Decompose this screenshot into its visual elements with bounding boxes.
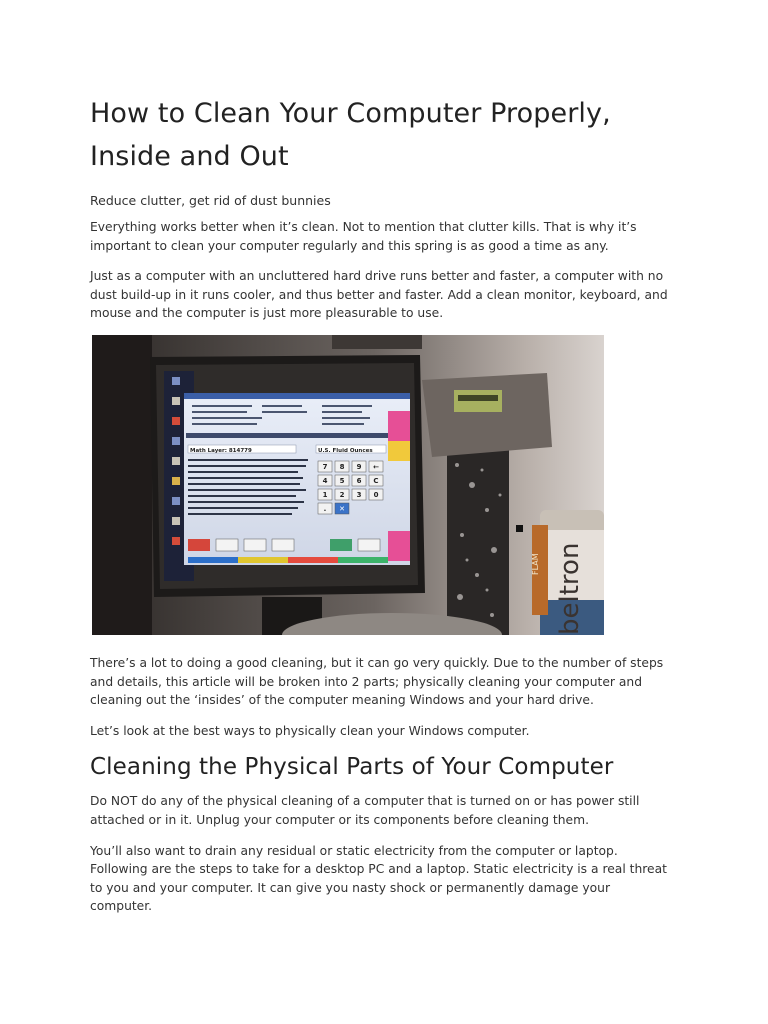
intro-paragraph-1: Everything works better when it’s clean. Not to mention that clutter kills. That is why it’s important to clean your computer regularly and this spring is as good a time as any. xyxy=(90,220,637,253)
keypad-key-label: 7 xyxy=(322,462,328,471)
keypad-key-label: 9 xyxy=(356,462,362,471)
keypad-key-label: 2 xyxy=(339,490,345,499)
screen-header-label: Math Layer: 814779 xyxy=(190,447,252,454)
keypad-key-label: ✕ xyxy=(339,504,345,513)
article xyxy=(90,92,675,928)
keypad-key-label: 5 xyxy=(339,476,345,485)
article-title: How to Clean Your Computer Properly, Inside and Out xyxy=(90,98,611,172)
intro-paragraph-2: Just as a computer with an uncluttered hard drive runs better and faster, a computer with no dust build-up in it runs cooler, and thus better and faster. Add a clean monitor, keyboard, and mouse and the computer is just more pleasurable to use. xyxy=(90,269,668,321)
body-paragraph-1: There’s a lot to doing a good cleaning, but it can go very quickly. Due to the number of steps and details, this article will be broken into 2 parts; physically cleaning your computer and cleaning out the ‘insides’ of the computer meaning Windows and your hard drive. xyxy=(90,655,664,708)
article-photo xyxy=(92,335,604,635)
keypad-key-label: 3 xyxy=(356,490,362,499)
photo-pos-terminal xyxy=(92,335,604,635)
section-heading: Cleaning the Physical Parts of Your Computer xyxy=(90,754,614,781)
keypad-key-label: 0 xyxy=(373,490,379,499)
can-label-2-text: FLAM xyxy=(531,553,540,575)
can-label-text: beltron xyxy=(555,542,585,635)
keypad-key-label: ← xyxy=(373,462,379,471)
section-paragraph-1: Do NOT do any of the physical cleaning of a computer that is turned on or has power still attached or in it. Unplug your computer or its components before cleaning them. xyxy=(90,794,640,827)
keypad-key-label: 8 xyxy=(339,462,345,471)
body-paragraph-2: Let’s look at the best ways to physically clean your Windows computer. xyxy=(90,723,530,738)
keypad-key-label: . xyxy=(323,504,327,513)
section-paragraph-2: You’ll also want to drain any residual or static electricity from the computer or laptop. Following are the steps to take for a desktop PC and a laptop. Static electricity is a real threat to you and your computer. It can give you nasty shock or permanently damage your computer. xyxy=(90,843,667,914)
keypad-key-label: 1 xyxy=(322,490,328,499)
article-subtitle: Reduce clutter, get rid of dust bunnies xyxy=(90,193,331,208)
keypad-key-label: 4 xyxy=(322,476,328,485)
keypad-key-label: C xyxy=(373,476,379,485)
keypad-key-label: 6 xyxy=(356,476,362,485)
screen-unit-label: U.S. Fluid Ounces xyxy=(318,447,373,454)
